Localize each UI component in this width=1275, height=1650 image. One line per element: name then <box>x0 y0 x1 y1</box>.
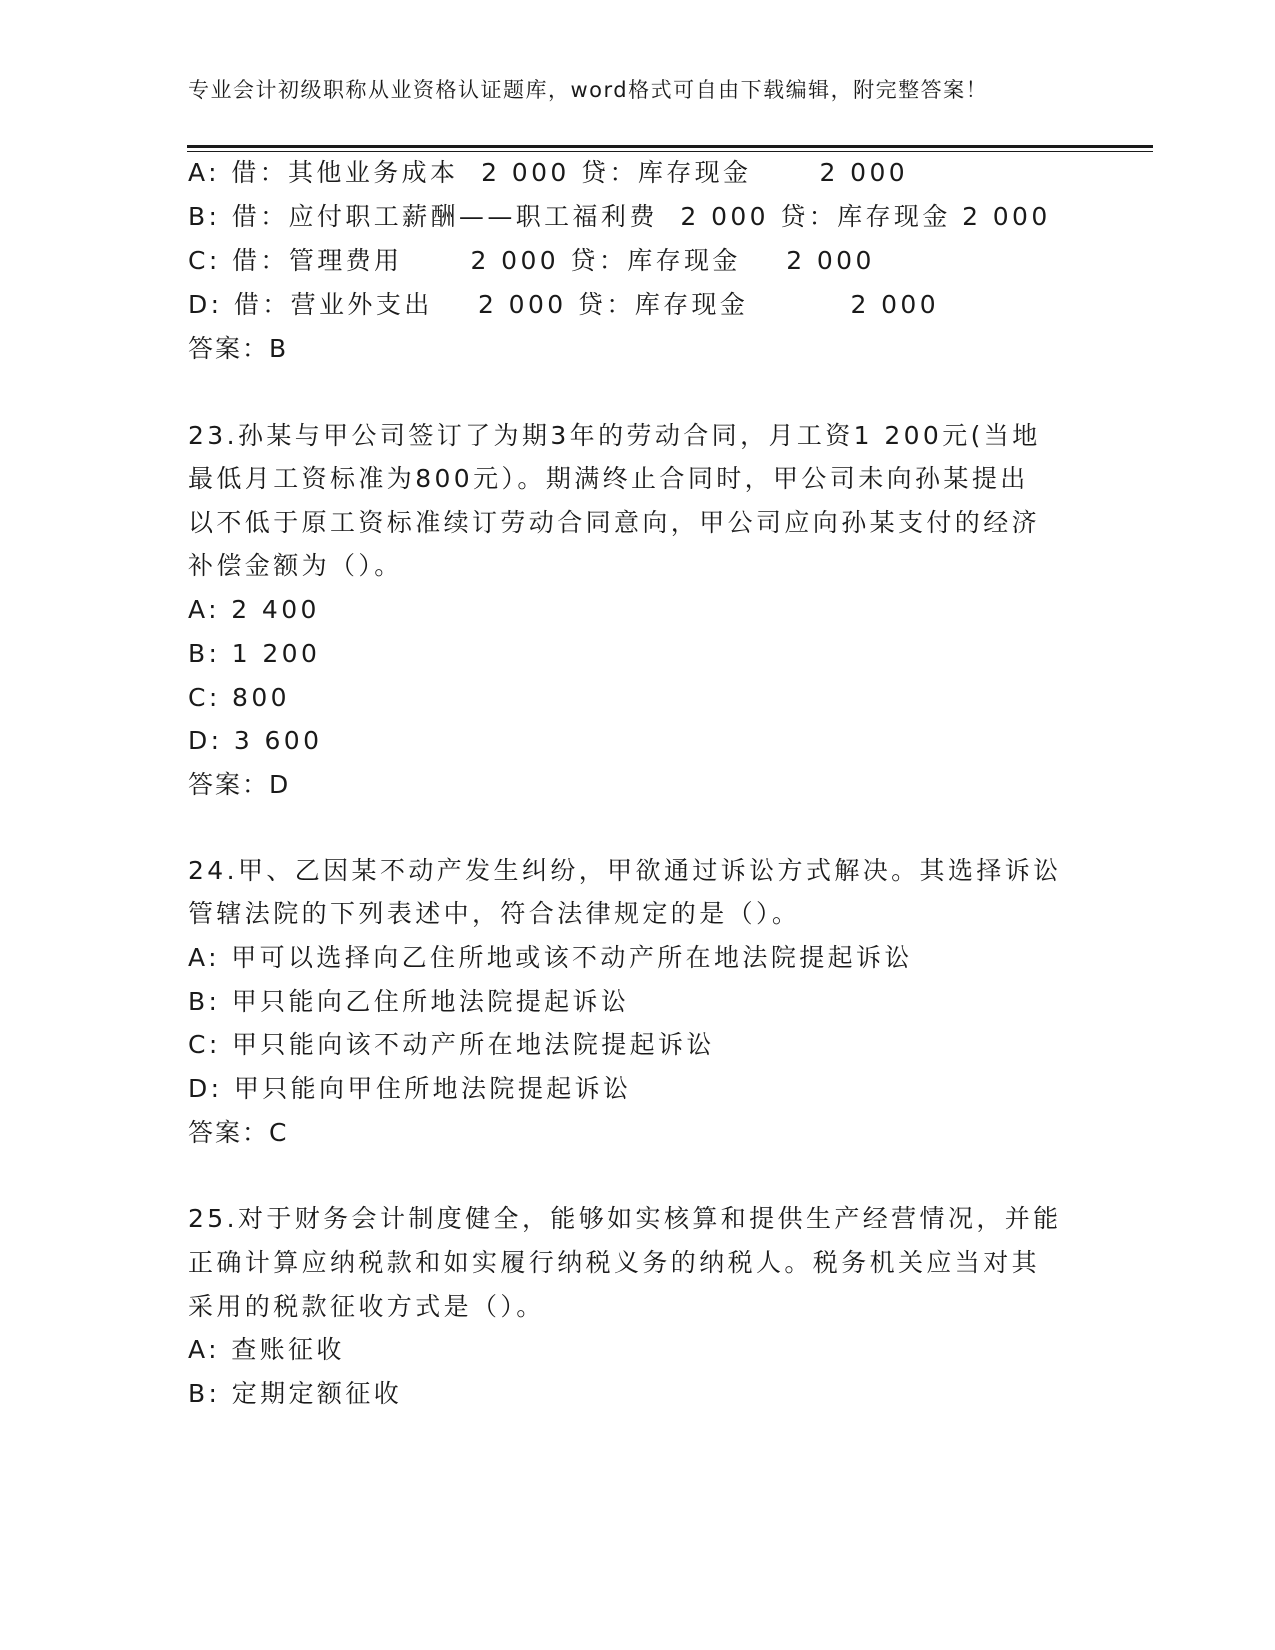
header-divider-thin <box>187 151 1153 152</box>
q23-text-line-4: 补偿金额为（）。 <box>188 551 403 580</box>
q23-option-d: D: 3 600 <box>188 726 323 755</box>
q23-option-a: A: 2 400 <box>188 595 320 624</box>
q24-answer: 答案：C <box>188 1118 289 1147</box>
q23-answer: 答案：D <box>188 770 291 799</box>
header-divider <box>187 145 1153 148</box>
q24-option-a: A: 甲可以选择向乙住所地或该不动产所在地法院提起诉讼 <box>188 943 913 972</box>
page-header: 专业会计初级职称从业资格认证题库，word格式可自由下载编辑，附完整答案！ <box>188 78 989 102</box>
q24-option-b: B: 甲只能向乙住所地法院提起诉讼 <box>188 987 630 1016</box>
q25-option-b: B: 定期定额征收 <box>188 1379 403 1408</box>
q25-text-line-2: 正确计算应纳税款和如实履行纳税义务的纳税人。税务机关应当对其 <box>188 1248 1041 1277</box>
q25-option-a: A: 查账征收 <box>188 1335 345 1364</box>
q23-option-b: B: 1 200 <box>188 639 321 668</box>
q23-option-c: C: 800 <box>188 683 290 712</box>
q22-option-a: A: 借：其他业务成本 2 000 贷：库存现金 2 000 <box>188 158 909 187</box>
q23-text-line-2: 最低月工资标准为800元）。期满终止合同时，甲公司未向孙某提出 <box>188 464 1029 493</box>
q22-option-c: C: 借：管理费用 2 000 贷：库存现金 2 000 <box>188 246 875 275</box>
q22-option-b: B: 借：应付职工薪酬——职工福利费 2 000 贷：库存现金 2 000 <box>188 202 1051 231</box>
q24-text-line-2: 管辖法院的下列表述中，符合法律规定的是（）。 <box>188 899 801 928</box>
q24-option-d: D: 甲只能向甲住所地法院提起诉讼 <box>188 1074 632 1103</box>
q25-text-line-3: 采用的税款征收方式是（）。 <box>188 1292 545 1321</box>
q24-text-line-1: 24.甲、乙因某不动产发生纠纷，甲欲通过诉讼方式解决。其选择诉讼 <box>188 856 1062 885</box>
q24-option-c: C: 甲只能向该不动产所在地法院提起诉讼 <box>188 1030 715 1059</box>
q23-text-line-3: 以不低于原工资标准续订劳动合同意向，甲公司应向孙某支付的经济 <box>188 508 1041 537</box>
q22-option-d: D: 借：营业外支出 2 000 贷：库存现金 2 000 <box>188 290 940 319</box>
q23-text-line-1: 23.孙某与甲公司签订了为期3年的劳动合同，月工资1 200元(当地 <box>188 421 1041 450</box>
q22-answer: 答案：B <box>188 334 289 363</box>
q25-text-line-1: 25.对于财务会计制度健全，能够如实核算和提供生产经营情况，并能 <box>188 1204 1062 1233</box>
